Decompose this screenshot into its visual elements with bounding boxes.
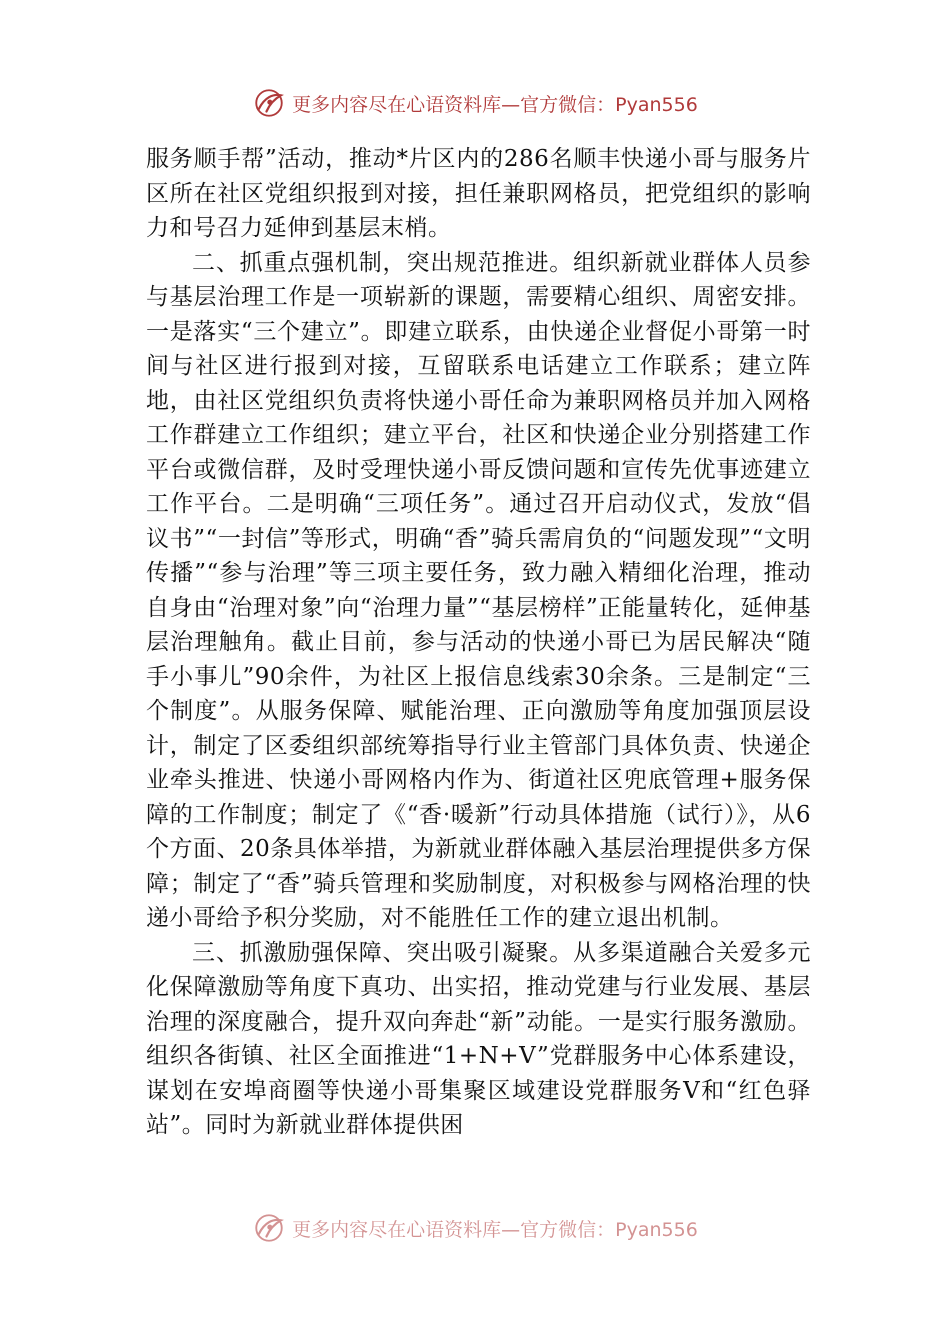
watermark-text: 更多内容尽在心语资料库—官方微信：Pyan556: [292, 93, 698, 116]
paragraph-section-three: 三、抓激励强保障、突出吸引凝聚。从多渠道融合关爱多元化保障激励等角度下真功、出实招，推动党建与行业发展、基层治理的深度融合，提升双向奔赴“新”动能。一是实行服务激励。组织各街镇、社区全面推进“1+N+V”党群服务中心体系建设，谋划在安埠商圈等快递小哥集聚区域建设党群服务V和“红色驿站”。同时为新就业群体提供困: [146, 939, 811, 1138]
watermark-text: 更多内容尽在心语资料库—官方微信：Pyan556: [292, 1218, 698, 1241]
logo-icon: [252, 86, 286, 120]
logo-icon: [252, 1211, 286, 1245]
watermark-footer: [0, 1210, 950, 1246]
document-body: [146, 142, 811, 1143]
paragraph-continued: 服务顺手帮”活动，推动*片区内的286名顺丰快递小哥与服务片区所在社区党组织报到对接，担任兼职网格员，把党组织的影响力和号召力延伸到基层末梢。: [146, 146, 811, 241]
paragraph-section-two: 二、抓重点强机制，突出规范推进。组织新就业群体人员参与基层治理工作是一项崭新的课题，需要精心组织、周密安排。一是落实“三个建立”。即建立联系，由快递企业督促小哥第一时间与社区进行报到对接，互留联系电话建立工作联系；建立阵地，由社区党组织负责将快递小哥任命为兼职网格员并加入网格工作群建立工作组织；建立平台，社区和快递企业分别搭建工作平台或微信群，及时受理快递小哥反馈问题和宣传先优事迹建立工作平台。二是明确“三项任务”。通过召开启动仪式，发放“倡议书”“一封信”等形式，明确“香”骑兵需肩负的“问题发现”“文明传播”“参与治理”等三项主要任务，致力融入精细化治理，推动自身由“治理对象”向“治理力量”“基层榜样”正能量转化，延伸基层治理触角。截止目前，参与活动的快递小哥已为居民解决“随手小事儿”90余件，为社区上报信息线索30余条。三是制定“三个制度”。从服务保障、赋能治理、正向激励等角度加强顶层设计，制定了区委组织部统筹指导行业主管部门具体负责、快递企业牵头推进、快递小哥网格内作为、街道社区兜底管理+服务保障的工作制度；制定了《“香·暖新”行动具体措施（试行）》，从6个方面、20条具体举措，为新就业群体融入基层治理提供多方保障；制定了“香”骑兵管理和奖励制度，对积极参与网格治理的快递小哥给予积分奖励，对不能胜任工作的建立退出机制。: [146, 249, 811, 931]
watermark-header: [0, 85, 950, 121]
